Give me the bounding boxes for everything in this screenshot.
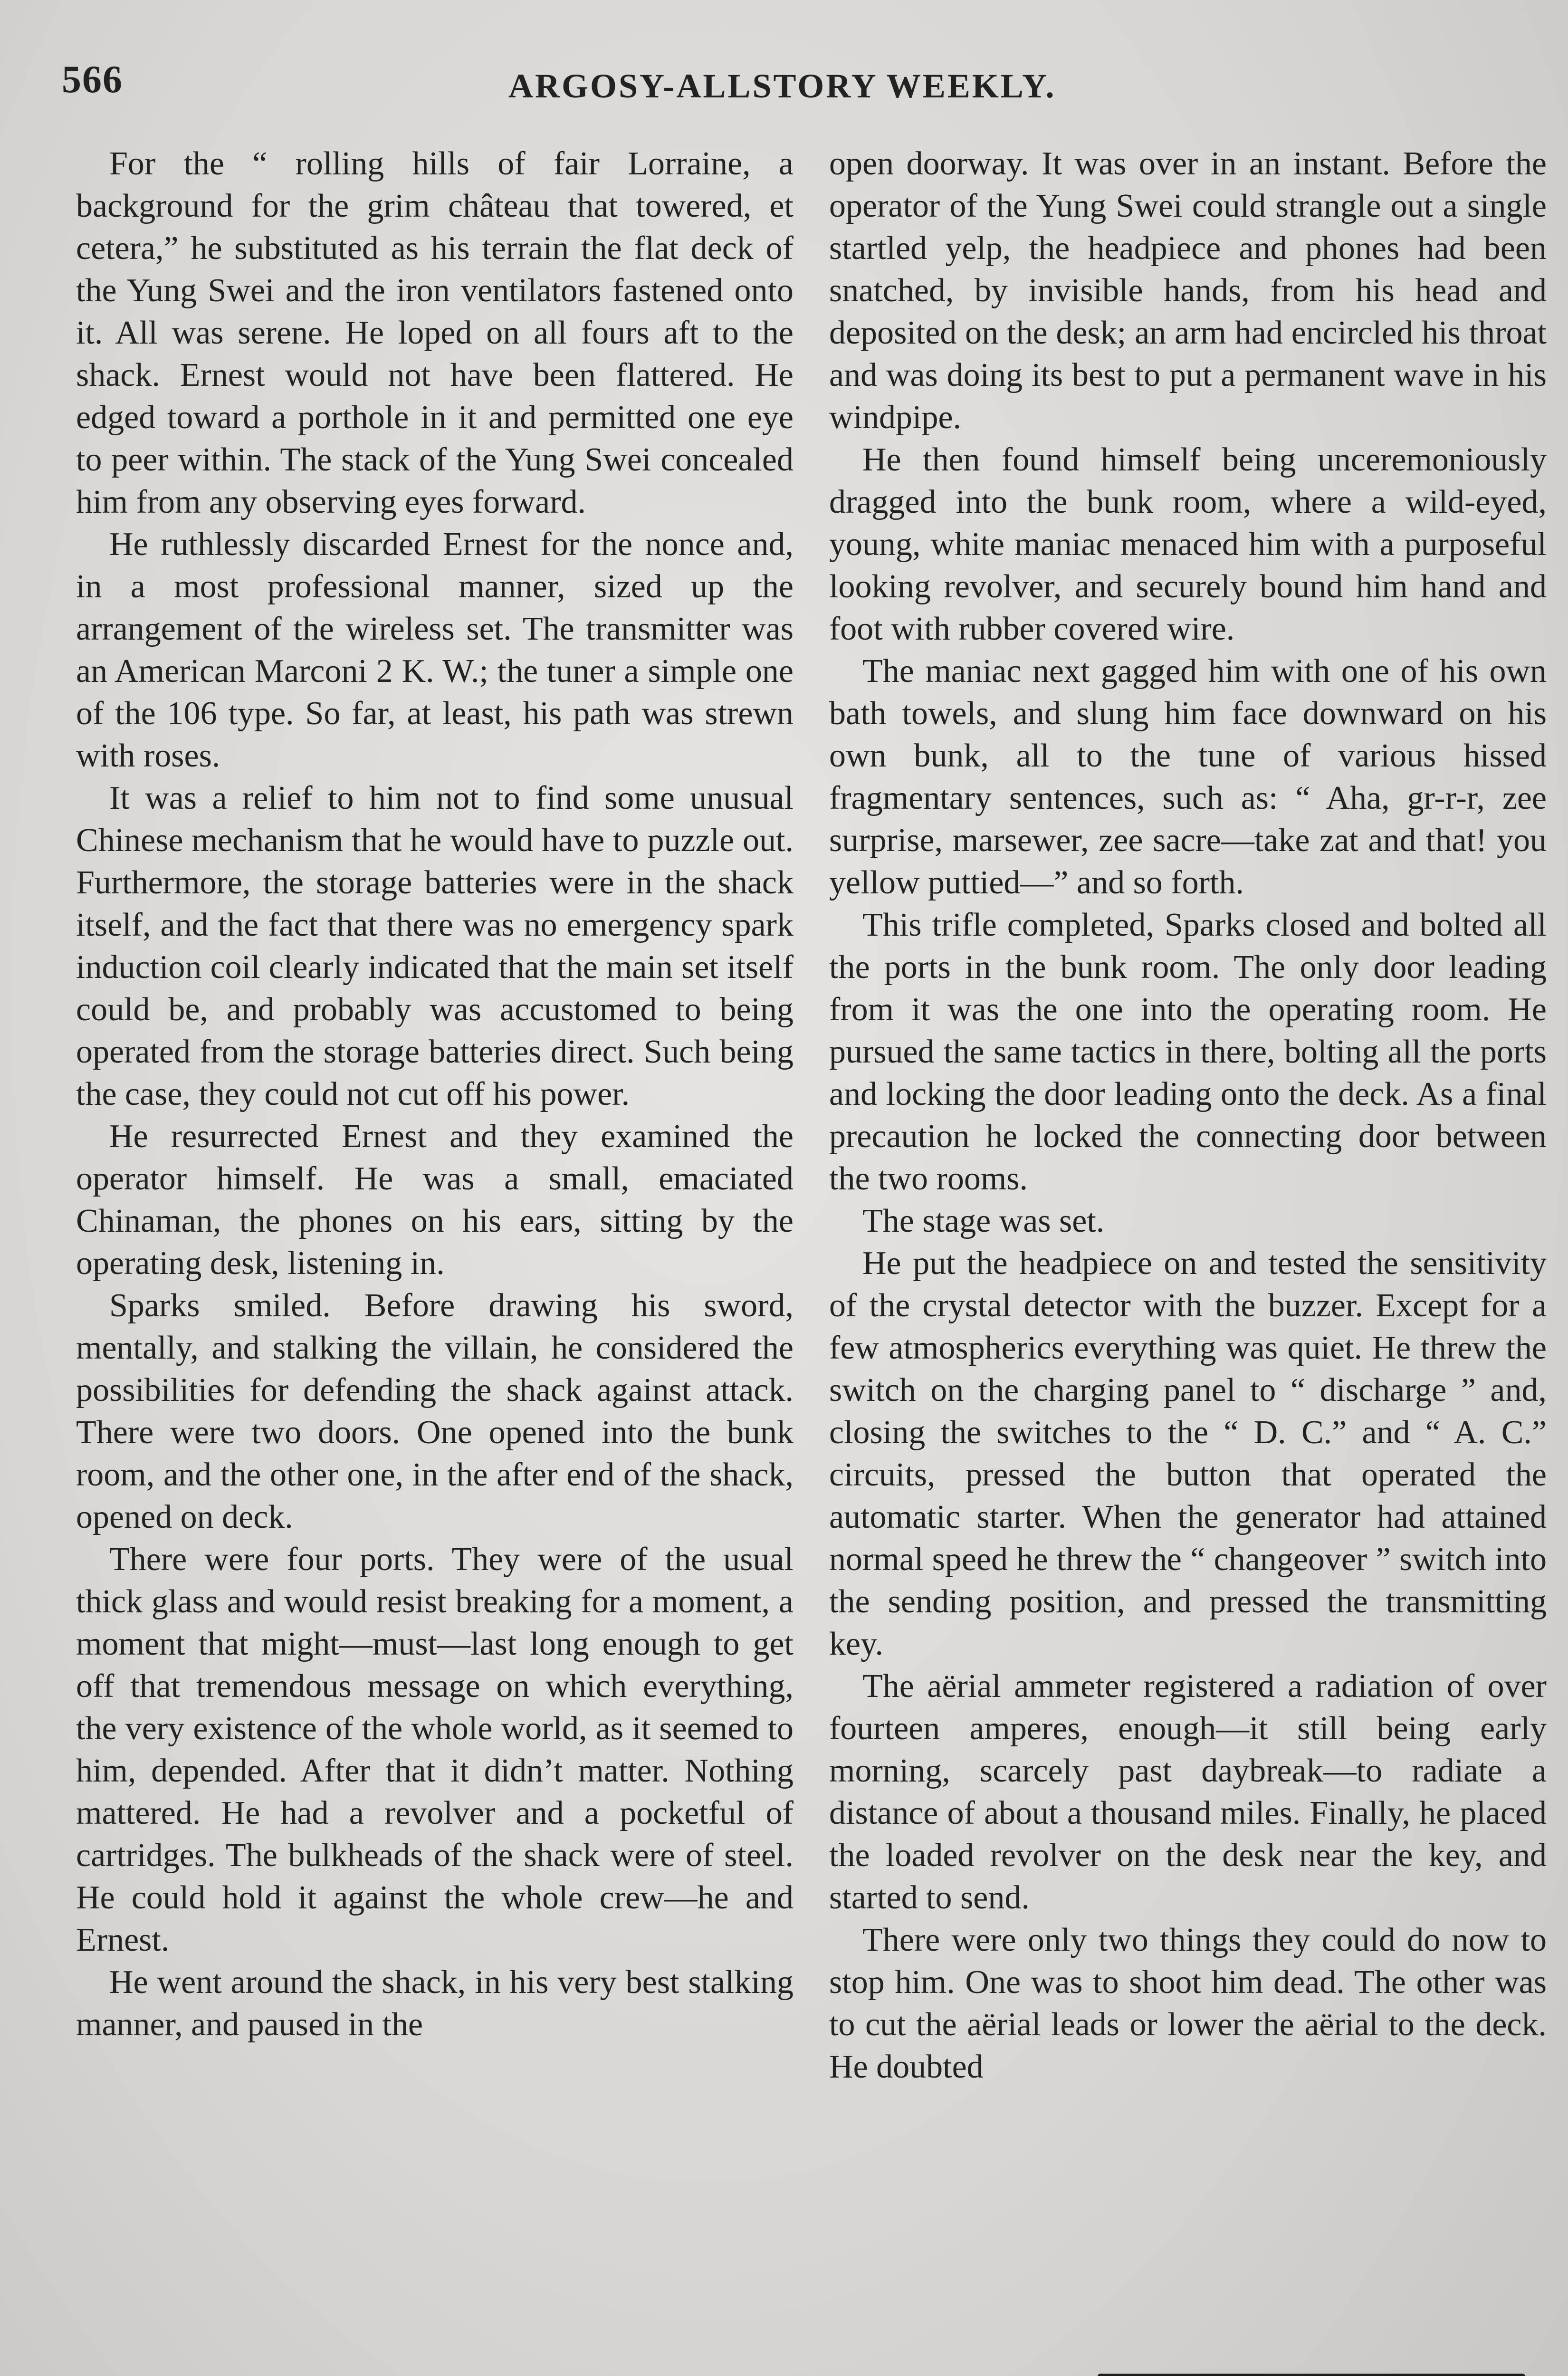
running-head: ARGOSY-ALLSTORY WEEKLY. [508, 67, 1056, 105]
paragraph: This trifle completed, Sparks closed and bolted all the ports in the bunk room. The only door leading from it was the one into the operating room. He pursued the same tactics in there, bolting all the ports and locking the door leading onto the deck. As a final precaution he locked the connecting door between the two rooms. [829, 907, 1547, 1197]
site-watermark [1098, 2374, 1525, 2376]
paragraph: He went around the shack, in his very best stalking manner, and paused in the [76, 1964, 794, 2043]
paragraph: The aërial ammeter registered a radiation of over fourteen amperes, enough—it still being early morning, scarcely past daybreak—to radiate a distance of about a thousand miles. Finally, he placed the loaded revolver on the desk near the key, and started to send. [829, 1668, 1547, 1916]
paragraph: He ruthlessly discarded Ernest for the nonce and, in a most professional manner, sized up the arrangement of the wireless set. The transmitter was an American Marconi 2 K. W.; the tuner a simple one of the 106 type. So far, at least, his path was strewn with roses. [76, 526, 794, 774]
paragraph: open doorway. It was over in an instant. Before the operator of the Yung Swei could strangle out a single startled yelp, the headpiece and phones had been snatched, by invisible hands, from his head and deposited on the desk; an arm had encircled his throat and was doing its best to put a permanent wave in his windpipe. [829, 145, 1547, 436]
page-number: 566 [62, 57, 123, 101]
paragraph: He put the headpiece on and tested the sensitivity of the crystal detector with the buzzer. Except for a few atmospherics everything was quiet. He threw the switch on the charging panel to “ discharge ” and, closing the switches to the “ D. C.” and “ A. C.” circuits, pressed the button that operated the automatic starter. When the generator had attained normal speed he threw the “ changeover ” switch into the sending position, and pressed the transmitting key. [829, 1245, 1547, 1662]
paragraph: The maniac next gagged him with one of his own bath towels, and slung him face downward on his own bunk, all to the tune of various hissed fragmentary sentences, such as: “ Aha, gr-r-r, zee surprise, marsewer, zee sacre—take zat and that! you yellow puttied—” and so forth. [829, 653, 1547, 901]
paragraph: Sparks smiled. Before drawing his sword, mentally, and stalking the villain, he considered the possibilities for defending the shack against attack. There were two doors. One opened into the bunk room, and the other one, in the after end of the shack, opened on deck. [76, 1287, 794, 1535]
paragraph: For the “ rolling hills of fair Lorraine, a background for the grim château that towered, et cetera,” he substituted as his terrain the flat deck of the Yung Swei and the iron ventilators fastened onto it. All was serene. He loped on all fours aft to the shack. Ernest would not have been flattered. He edged toward a porthole in it and permitted one eye to peer within. The stack of the Yung Swei concealed him from any observing eyes forward. [76, 145, 794, 520]
paragraph: It was a relief to him not to find some unusual Chinese mechanism that he would have to puzzle out. Furthermore, the storage batteries were in the shack itself, and the fact that there was no emergency spark induction coil clearly indicated that the main set itself could be, and probably was accustomed to being operated from the storage batteries direct. Such being the case, they could not cut off his power. [76, 780, 794, 1112]
left-column [76, 143, 794, 2376]
paragraph: He then found himself being unceremoniously dragged into the bunk room, where a wild-eyed, young, white maniac menaced him with a purposeful looking revolver, and securely bound him hand and foot with rubber covered wire. [829, 441, 1547, 647]
paragraph: He resurrected Ernest and they examined the operator himself. He was a small, emaciated Chinaman, the phones on his ears, sitting by the operating desk, listening in. [76, 1118, 794, 1282]
right-column [829, 143, 1547, 2376]
paragraph: There were four ports. They were of the usual thick glass and would resist breaking for a moment, a moment that might—must—last long enough to get off that tremendous message on which everything, the very existence of the whole world, as it seemed to him, depended. After that it didn’t matter. Nothing mattered. He had a revolver and a pocketful of cartridges. The bulkheads of the shack were of steel. He could hold it against the whole crew—he and Ernest. [76, 1541, 794, 1958]
paragraph: There were only two things they could do now to stop him. One was to shoot him dead. The other was to cut the aërial leads or lower the aërial to the deck. He doubted [829, 1922, 1547, 2085]
page-header [62, 57, 1497, 114]
paragraph: The stage was set. [862, 1203, 1105, 1239]
